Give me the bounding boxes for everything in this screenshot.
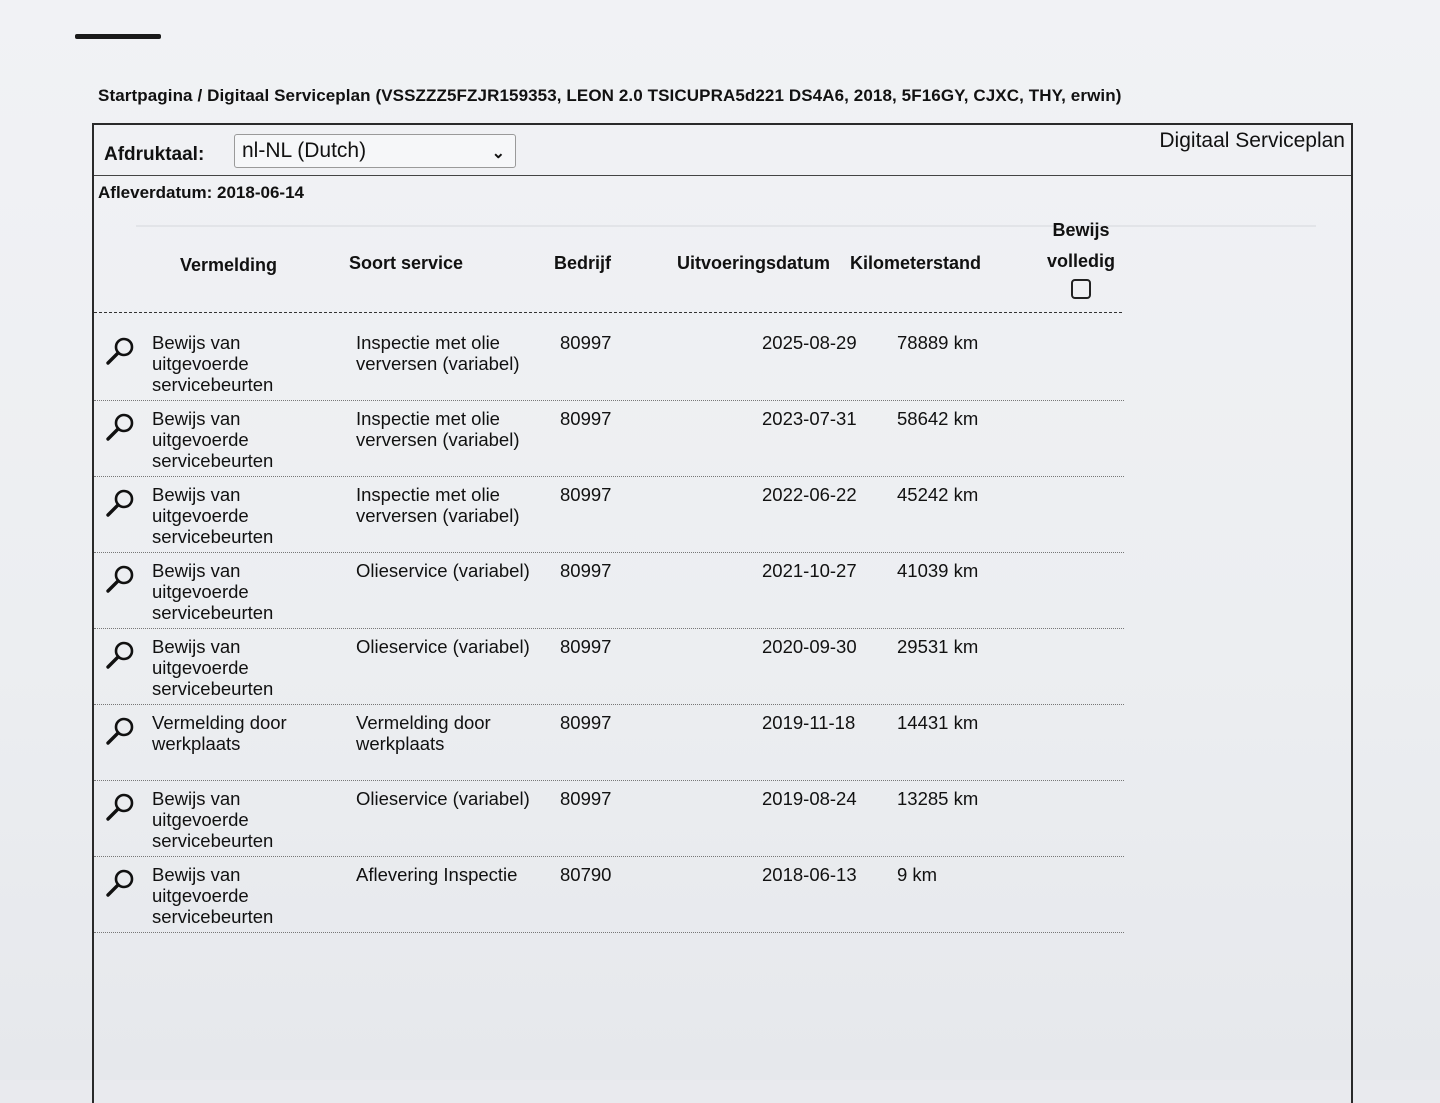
magnifier-icon[interactable] — [104, 410, 138, 444]
table-row — [94, 552, 1124, 629]
mileage-cell: 14431 km — [897, 712, 979, 733]
mileage-cell: 41039 km — [897, 560, 979, 581]
column-header-entry: Vermelding — [180, 255, 278, 275]
service-type-cell: Olieservice (variabel) — [356, 560, 530, 581]
company-cell: 80997 — [560, 636, 612, 657]
execution-date-cell: 2020-09-30 — [762, 636, 857, 657]
execution-date-cell: 2022-06-22 — [762, 484, 857, 505]
service-type-cell: Olieservice (variabel) — [356, 788, 530, 809]
column-header-company: Bedrijf — [554, 253, 612, 273]
entry-cell: Bewijs van uitgevoerde servicebeurten — [152, 788, 274, 851]
entry-cell: Bewijs van uitgevoerde servicebeurten — [152, 484, 274, 547]
execution-date-cell: 2023-07-31 — [762, 408, 857, 429]
proof-complete-checkbox[interactable] — [1071, 279, 1091, 299]
table-row — [94, 704, 1124, 781]
company-cell: 80997 — [560, 484, 612, 505]
column-header-execution-date: Uitvoeringsdatum — [677, 253, 831, 273]
service-type-cell: Vermelding door werkplaats — [356, 712, 491, 754]
execution-date-cell: 2019-11-18 — [762, 712, 856, 733]
mileage-cell: 29531 km — [897, 636, 979, 657]
top-divider — [75, 34, 161, 39]
service-plan-panel — [92, 123, 1353, 1103]
magnifier-icon[interactable] — [104, 638, 138, 672]
mileage-cell: 9 km — [897, 864, 938, 885]
magnifier-icon[interactable] — [104, 334, 138, 368]
execution-date-cell: 2021-10-27 — [762, 560, 857, 581]
magnifier-icon[interactable] — [104, 486, 138, 520]
entry-cell: Bewijs van uitgevoerde servicebeurten — [152, 636, 274, 699]
print-language-value: nl-NL (Dutch) — [242, 139, 367, 162]
company-cell: 80997 — [560, 788, 612, 809]
entry-cell: Bewijs van uitgevoerde servicebeurten — [152, 408, 274, 471]
print-language-label: Afdruktaal: — [104, 144, 205, 165]
table-row — [94, 400, 1124, 477]
service-type-cell: Olieservice (variabel) — [356, 636, 530, 657]
proof-complete-label-line2: volledig — [1046, 251, 1115, 271]
company-cell: 80997 — [560, 560, 612, 581]
entry-cell: Bewijs van uitgevoerde servicebeurten — [152, 560, 274, 623]
magnifier-icon[interactable] — [104, 714, 138, 748]
service-type-cell: Inspectie met olie verversen (variabel) — [356, 332, 520, 374]
service-type-cell: Inspectie met olie verversen (variabel) — [356, 408, 520, 450]
print-language-select[interactable] — [234, 134, 516, 168]
proof-complete-label-line1: Bewijs — [1052, 220, 1110, 240]
entry-cell: Vermelding door werkplaats — [152, 712, 287, 754]
entry-cell: Bewijs van uitgevoerde servicebeurten — [152, 332, 274, 395]
execution-date-cell: 2019-08-24 — [762, 788, 857, 809]
column-header-mileage: Kilometerstand — [850, 253, 982, 273]
delivery-date: Afleverdatum: 2018-06-14 — [98, 183, 304, 202]
magnifier-icon[interactable] — [104, 866, 138, 900]
company-cell: 80997 — [560, 712, 612, 733]
mileage-cell: 58642 km — [897, 408, 979, 429]
mileage-cell: 78889 km — [897, 332, 979, 353]
company-cell: 80790 — [560, 864, 612, 885]
company-cell: 80997 — [560, 408, 612, 429]
entry-cell: Bewijs van uitgevoerde servicebeurten — [152, 864, 274, 927]
table-row — [94, 324, 1124, 401]
service-type-cell: Aflevering Inspectie — [356, 864, 518, 885]
column-header-service-type: Soort service — [349, 253, 464, 273]
service-type-cell: Inspectie met olie verversen (variabel) — [356, 484, 520, 526]
mileage-cell: 13285 km — [897, 788, 979, 809]
column-header-proof-complete — [1040, 215, 1122, 299]
breadcrumb[interactable]: Startpagina / Digitaal Serviceplan (VSSZZZ5FZJR159353, LEON 2.0 TSICUPRA5d221 DS4A6, 2018, 5F16GY, CJXC, THY, erwin) — [98, 86, 1122, 105]
execution-date-cell: 2018-06-13 — [762, 864, 857, 885]
table-row — [94, 856, 1124, 933]
company-cell: 80997 — [560, 332, 612, 353]
table-row — [94, 780, 1124, 857]
chevron-down-icon: ⌄ — [491, 145, 505, 162]
execution-date-cell: 2025-08-29 — [762, 332, 857, 353]
table-row — [94, 476, 1124, 553]
magnifier-icon[interactable] — [104, 562, 138, 596]
header-divider — [94, 312, 1122, 313]
panel-header — [94, 125, 1351, 176]
mileage-cell: 45242 km — [897, 484, 979, 505]
magnifier-icon[interactable] — [104, 790, 138, 824]
panel-title: Digitaal Serviceplan — [1159, 129, 1345, 152]
table-row — [94, 628, 1124, 705]
